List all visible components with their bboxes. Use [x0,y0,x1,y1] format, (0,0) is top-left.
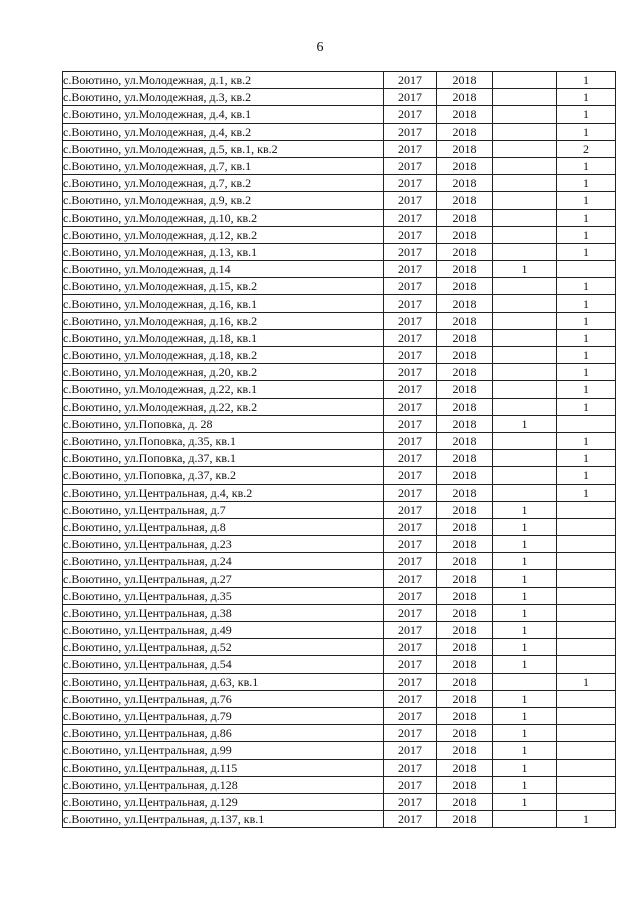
count-col5-cell [557,518,616,535]
address-cell: с.Воютино, ул.Центральная, д.129 [63,793,384,810]
count-col4-cell [493,381,557,398]
count-col5-cell [557,707,616,724]
year-from-cell: 2017 [384,106,437,123]
count-col5-cell: 1 [557,398,616,415]
year-to-cell: 2018 [437,243,493,260]
count-col5-cell: 1 [557,175,616,192]
count-col5-cell [557,742,616,759]
address-cell: с.Воютино, ул.Центральная, д.76 [63,690,384,707]
count-col4-cell [493,295,557,312]
year-from-cell: 2017 [384,742,437,759]
address-cell: с.Воютино, ул.Молодежная, д.18, кв.1 [63,329,384,346]
year-to-cell: 2018 [437,347,493,364]
address-cell: с.Воютино, ул.Центральная, д.49 [63,622,384,639]
year-from-cell: 2017 [384,690,437,707]
table-row [63,587,616,604]
year-from-cell: 2017 [384,725,437,742]
year-from-cell: 2017 [384,759,437,776]
year-from-cell: 2017 [384,656,437,673]
year-from-cell: 2017 [384,518,437,535]
address-cell: с.Воютино, ул.Молодежная, д.3, кв.2 [63,89,384,106]
count-col5-cell [557,415,616,432]
year-from-cell: 2017 [384,432,437,449]
count-col4-cell [493,175,557,192]
count-col4-cell: 1 [493,656,557,673]
address-cell: с.Воютино, ул.Центральная, д.137, кв.1 [63,811,384,828]
table-row [63,450,616,467]
address-cell: с.Воютино, ул.Центральная, д.4, кв.2 [63,484,384,501]
year-from-cell: 2017 [384,622,437,639]
year-from-cell: 2017 [384,536,437,553]
year-from-cell: 2017 [384,570,437,587]
year-from-cell: 2017 [384,707,437,724]
year-from-cell: 2017 [384,484,437,501]
year-to-cell: 2018 [437,501,493,518]
count-col5-cell: 1 [557,123,616,140]
address-cell: с.Воютино, ул.Молодежная, д.18, кв.2 [63,347,384,364]
count-col5-cell: 1 [557,192,616,209]
year-to-cell: 2018 [437,604,493,621]
count-col4-cell [493,72,557,89]
address-cell: с.Воютино, ул.Центральная, д.7 [63,501,384,518]
address-cell: с.Воютино, ул.Центральная, д.8 [63,518,384,535]
address-cell: с.Воютино, ул.Центральная, д.35 [63,587,384,604]
table-row [63,536,616,553]
table-row [63,467,616,484]
count-col4-cell [493,312,557,329]
count-col5-cell: 1 [557,72,616,89]
count-col4-cell [493,347,557,364]
table-row [63,707,616,724]
count-col5-cell [557,570,616,587]
table-row [63,518,616,535]
year-from-cell: 2017 [384,398,437,415]
count-col5-cell: 1 [557,467,616,484]
count-col4-cell: 1 [493,501,557,518]
address-cell: с.Воютино, ул.Молодежная, д.16, кв.1 [63,295,384,312]
year-from-cell: 2017 [384,467,437,484]
table-row [63,484,616,501]
count-col4-cell: 1 [493,415,557,432]
year-from-cell: 2017 [384,209,437,226]
address-cell: с.Воютино, ул.Центральная, д.23 [63,536,384,553]
year-to-cell: 2018 [437,364,493,381]
count-col5-cell [557,587,616,604]
year-to-cell: 2018 [437,450,493,467]
address-cell: с.Воютино, ул.Поповка, д.37, кв.1 [63,450,384,467]
table-row [63,226,616,243]
count-col5-cell [557,261,616,278]
table-row [63,553,616,570]
address-cell: с.Воютино, ул.Поповка, д.37, кв.2 [63,467,384,484]
address-cell: с.Воютино, ул.Молодежная, д.16, кв.2 [63,312,384,329]
year-from-cell: 2017 [384,553,437,570]
address-cell: с.Воютино, ул.Центральная, д.86 [63,725,384,742]
address-cell: с.Воютино, ул.Центральная, д.79 [63,707,384,724]
address-cell: с.Воютино, ул.Молодежная, д.22, кв.2 [63,398,384,415]
count-col5-cell: 1 [557,432,616,449]
address-cell: с.Воютино, ул.Центральная, д.24 [63,553,384,570]
table-row [63,742,616,759]
count-col5-cell: 1 [557,106,616,123]
year-to-cell: 2018 [437,209,493,226]
year-to-cell: 2018 [437,398,493,415]
year-to-cell: 2018 [437,725,493,742]
year-to-cell: 2018 [437,415,493,432]
table-row [63,604,616,621]
count-col5-cell: 1 [557,278,616,295]
table-row [63,329,616,346]
year-from-cell: 2017 [384,639,437,656]
table-row [63,398,616,415]
count-col4-cell: 1 [493,587,557,604]
year-from-cell: 2017 [384,450,437,467]
count-col4-cell: 1 [493,570,557,587]
count-col4-cell [493,140,557,157]
table-row [63,622,616,639]
address-cell: с.Воютино, ул.Поповка, д. 28 [63,415,384,432]
table-row [63,209,616,226]
year-to-cell: 2018 [437,707,493,724]
count-col5-cell [557,725,616,742]
year-from-cell: 2017 [384,811,437,828]
count-col5-cell: 1 [557,347,616,364]
address-cell: с.Воютино, ул.Центральная, д.38 [63,604,384,621]
count-col5-cell [557,639,616,656]
address-cell: с.Воютино, ул.Центральная, д.52 [63,639,384,656]
year-to-cell: 2018 [437,518,493,535]
year-to-cell: 2018 [437,467,493,484]
address-cell: с.Воютино, ул.Молодежная, д.12, кв.2 [63,226,384,243]
year-from-cell: 2017 [384,673,437,690]
year-to-cell: 2018 [437,192,493,209]
table-row [63,295,616,312]
year-to-cell: 2018 [437,673,493,690]
address-cell: с.Воютино, ул.Молодежная, д.1, кв.2 [63,72,384,89]
count-col4-cell [493,209,557,226]
table-row [63,381,616,398]
count-col4-cell: 1 [493,518,557,535]
table-row [63,72,616,89]
year-to-cell: 2018 [437,329,493,346]
year-to-cell: 2018 [437,811,493,828]
count-col4-cell [493,811,557,828]
table-row [63,192,616,209]
count-col4-cell: 1 [493,553,557,570]
table-row [63,776,616,793]
table-row [63,570,616,587]
year-to-cell: 2018 [437,295,493,312]
table-row [63,261,616,278]
year-to-cell: 2018 [437,570,493,587]
year-to-cell: 2018 [437,175,493,192]
table-row [63,157,616,174]
year-to-cell: 2018 [437,72,493,89]
address-cell: с.Воютино, ул.Молодежная, д.10, кв.2 [63,209,384,226]
year-from-cell: 2017 [384,364,437,381]
address-cell: с.Воютино, ул.Молодежная, д.14 [63,261,384,278]
count-col5-cell: 1 [557,157,616,174]
year-to-cell: 2018 [437,587,493,604]
table-row [63,811,616,828]
count-col5-cell: 1 [557,312,616,329]
count-col5-cell: 1 [557,381,616,398]
count-col4-cell: 1 [493,536,557,553]
address-cell: с.Воютино, ул.Центральная, д.63, кв.1 [63,673,384,690]
address-cell: с.Воютино, ул.Молодежная, д.4, кв.1 [63,106,384,123]
address-cell: с.Воютино, ул.Молодежная, д.13, кв.1 [63,243,384,260]
year-from-cell: 2017 [384,278,437,295]
address-cell: с.Воютино, ул.Молодежная, д.4, кв.2 [63,123,384,140]
table-row [63,106,616,123]
address-cell: с.Воютино, ул.Молодежная, д.7, кв.2 [63,175,384,192]
address-cell: с.Воютино, ул.Молодежная, д.22, кв.1 [63,381,384,398]
count-col4-cell: 1 [493,793,557,810]
address-cell: с.Воютино, ул.Центральная, д.54 [63,656,384,673]
count-col4-cell: 1 [493,604,557,621]
year-from-cell: 2017 [384,793,437,810]
count-col5-cell: 1 [557,364,616,381]
table-row [63,690,616,707]
address-cell: с.Воютино, ул.Центральная, д.115 [63,759,384,776]
address-cell: с.Воютино, ул.Центральная, д.27 [63,570,384,587]
address-cell: с.Воютино, ул.Поповка, д.35, кв.1 [63,432,384,449]
count-col5-cell: 1 [557,811,616,828]
year-from-cell: 2017 [384,226,437,243]
year-to-cell: 2018 [437,776,493,793]
address-cell: с.Воютино, ул.Центральная, д.99 [63,742,384,759]
year-from-cell: 2017 [384,604,437,621]
count-col4-cell [493,673,557,690]
count-col5-cell [557,536,616,553]
year-to-cell: 2018 [437,278,493,295]
count-col5-cell: 1 [557,329,616,346]
count-col4-cell [493,192,557,209]
count-col5-cell: 1 [557,209,616,226]
year-to-cell: 2018 [437,312,493,329]
year-to-cell: 2018 [437,157,493,174]
address-cell: с.Воютино, ул.Молодежная, д.9, кв.2 [63,192,384,209]
count-col4-cell [493,157,557,174]
count-col4-cell [493,89,557,106]
year-from-cell: 2017 [384,261,437,278]
count-col4-cell: 1 [493,725,557,742]
registry-table [62,71,616,828]
table-row [63,347,616,364]
count-col4-cell [493,484,557,501]
year-to-cell: 2018 [437,639,493,656]
count-col5-cell: 1 [557,89,616,106]
count-col5-cell [557,776,616,793]
address-cell: с.Воютино, ул.Центральная, д.128 [63,776,384,793]
year-from-cell: 2017 [384,295,437,312]
table-row [63,89,616,106]
table-row [63,639,616,656]
year-to-cell: 2018 [437,226,493,243]
table-row [63,793,616,810]
year-to-cell: 2018 [437,89,493,106]
year-from-cell: 2017 [384,175,437,192]
year-to-cell: 2018 [437,656,493,673]
count-col4-cell [493,398,557,415]
count-col4-cell [493,123,557,140]
table-row [63,278,616,295]
year-to-cell: 2018 [437,742,493,759]
table-row [63,656,616,673]
count-col5-cell: 1 [557,484,616,501]
count-col4-cell [493,467,557,484]
address-cell: с.Воютино, ул.Молодежная, д.5, кв.1, кв.2 [63,140,384,157]
count-col4-cell [493,450,557,467]
count-col5-cell: 1 [557,450,616,467]
table-row [63,415,616,432]
count-col5-cell: 1 [557,673,616,690]
year-from-cell: 2017 [384,329,437,346]
count-col4-cell: 1 [493,639,557,656]
count-col5-cell [557,690,616,707]
year-to-cell: 2018 [437,140,493,157]
count-col4-cell [493,432,557,449]
year-from-cell: 2017 [384,157,437,174]
year-from-cell: 2017 [384,312,437,329]
page-number: 6 [316,40,324,55]
count-col4-cell: 1 [493,707,557,724]
year-to-cell: 2018 [437,261,493,278]
year-from-cell: 2017 [384,140,437,157]
count-col4-cell: 1 [493,776,557,793]
count-col4-cell: 1 [493,759,557,776]
table-row [63,725,616,742]
table-row [63,123,616,140]
year-from-cell: 2017 [384,72,437,89]
count-col4-cell: 1 [493,690,557,707]
count-col5-cell [557,656,616,673]
year-from-cell: 2017 [384,587,437,604]
year-from-cell: 2017 [384,347,437,364]
year-to-cell: 2018 [437,622,493,639]
year-to-cell: 2018 [437,793,493,810]
table-row [63,501,616,518]
count-col5-cell [557,553,616,570]
year-to-cell: 2018 [437,759,493,776]
year-to-cell: 2018 [437,381,493,398]
year-from-cell: 2017 [384,243,437,260]
year-to-cell: 2018 [437,123,493,140]
count-col5-cell: 2 [557,140,616,157]
count-col4-cell: 1 [493,261,557,278]
year-from-cell: 2017 [384,501,437,518]
count-col5-cell [557,759,616,776]
count-col5-cell [557,793,616,810]
count-col4-cell [493,329,557,346]
count-col4-cell [493,106,557,123]
year-from-cell: 2017 [384,89,437,106]
year-to-cell: 2018 [437,536,493,553]
table-row [63,432,616,449]
year-from-cell: 2017 [384,381,437,398]
table-row [63,243,616,260]
table-row [63,312,616,329]
count-col4-cell [493,364,557,381]
registry-table-body [63,72,616,828]
count-col4-cell: 1 [493,622,557,639]
count-col4-cell [493,278,557,295]
count-col5-cell [557,622,616,639]
count-col5-cell: 1 [557,295,616,312]
year-to-cell: 2018 [437,484,493,501]
count-col4-cell: 1 [493,742,557,759]
address-cell: с.Воютино, ул.Молодежная, д.20, кв.2 [63,364,384,381]
year-from-cell: 2017 [384,415,437,432]
count-col4-cell [493,243,557,260]
address-cell: с.Воютино, ул.Молодежная, д.7, кв.1 [63,157,384,174]
table-row [63,759,616,776]
year-from-cell: 2017 [384,192,437,209]
year-to-cell: 2018 [437,553,493,570]
table-row [63,673,616,690]
count-col4-cell [493,226,557,243]
table-row [63,175,616,192]
table-row [63,140,616,157]
year-to-cell: 2018 [437,432,493,449]
count-col5-cell: 1 [557,226,616,243]
table-row [63,364,616,381]
year-from-cell: 2017 [384,776,437,793]
year-to-cell: 2018 [437,106,493,123]
year-from-cell: 2017 [384,123,437,140]
count-col5-cell [557,501,616,518]
count-col5-cell: 1 [557,243,616,260]
year-to-cell: 2018 [437,690,493,707]
address-cell: с.Воютино, ул.Молодежная, д.15, кв.2 [63,278,384,295]
count-col5-cell [557,604,616,621]
